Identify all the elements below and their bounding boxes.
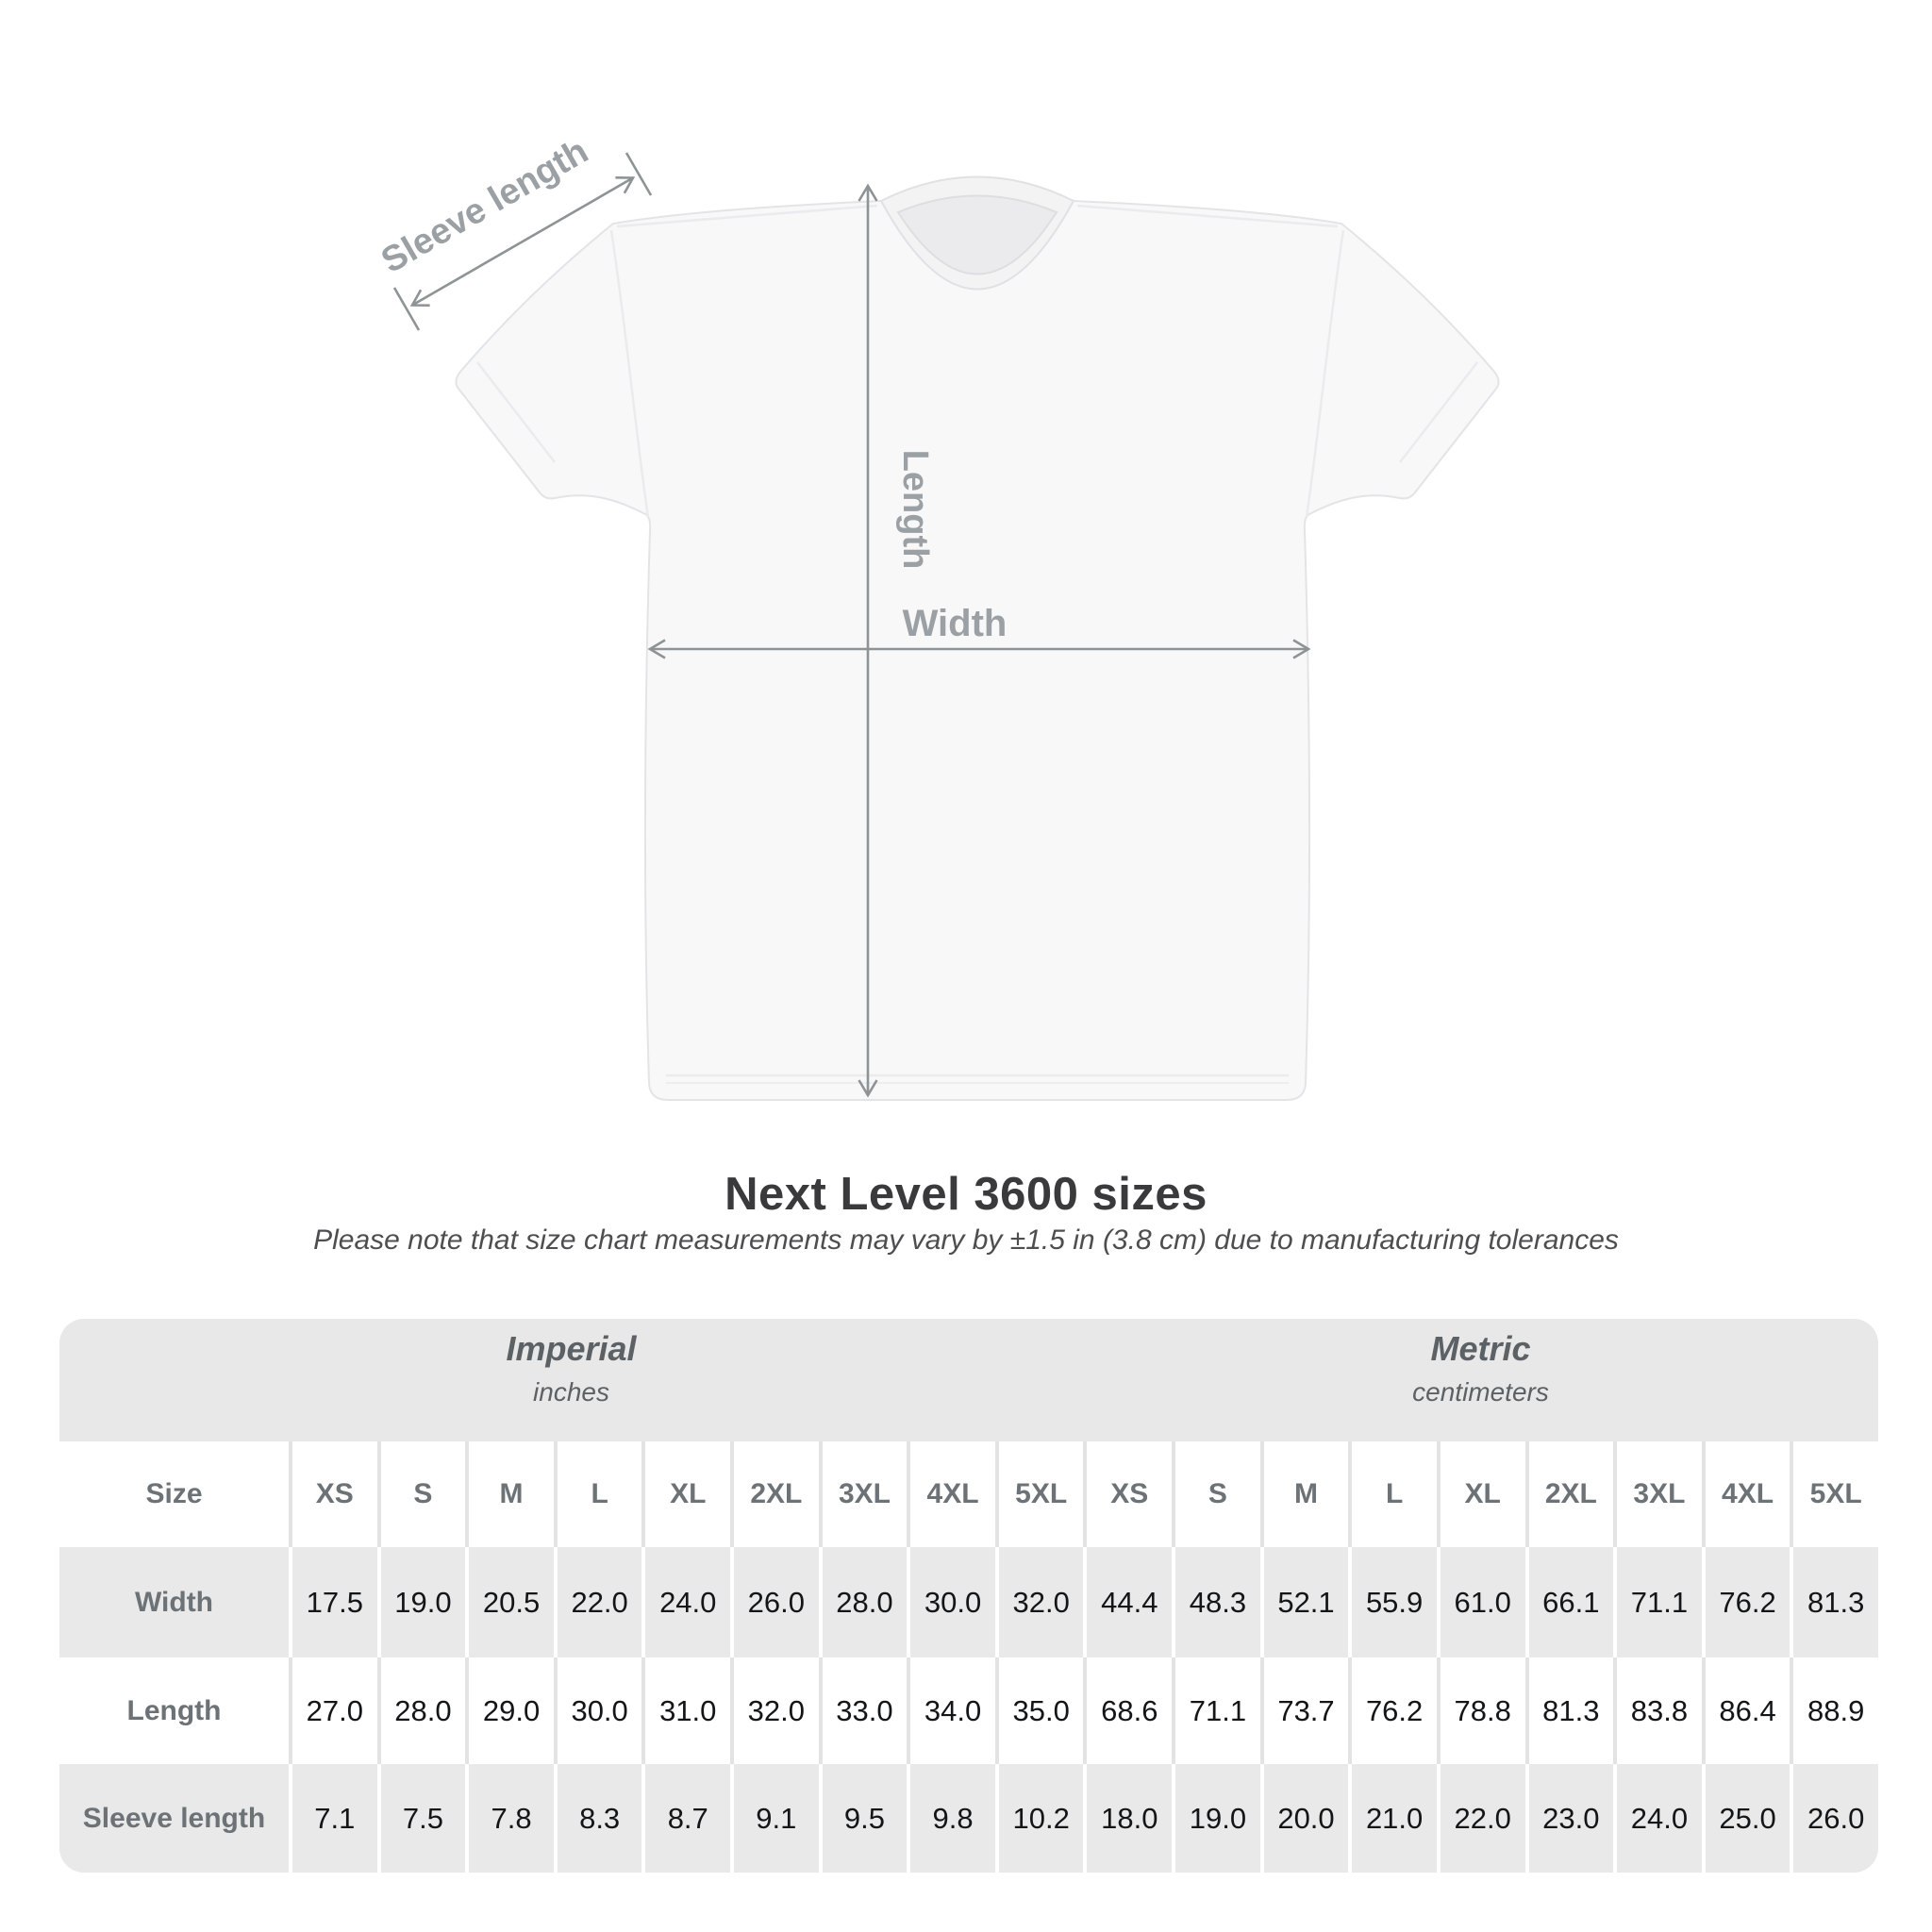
value-cell: 76.2 — [1348, 1657, 1437, 1764]
value-cell: 23.0 — [1525, 1764, 1614, 1873]
value-cell: 20.5 — [465, 1547, 554, 1657]
imperial-unit: inches — [533, 1376, 609, 1407]
value-cell: 35.0 — [995, 1657, 1084, 1764]
size-col-header: M — [465, 1441, 554, 1547]
value-cell: 8.7 — [641, 1764, 730, 1873]
value-cell: 71.1 — [1172, 1657, 1260, 1764]
value-cell: 7.5 — [377, 1764, 466, 1873]
value-cell: 10.2 — [995, 1764, 1084, 1873]
unit-header-band — [59, 1319, 1878, 1441]
size-table-body — [59, 1547, 1878, 1873]
value-cell: 52.1 — [1260, 1547, 1349, 1657]
imperial-header — [59, 1319, 1083, 1441]
value-cell: 48.3 — [1172, 1547, 1260, 1657]
tolerance-note: Please note that size chart measurements may vary by ±1.5 in (3.8 cm) due to manufacturing tolerances — [313, 1224, 1619, 1256]
page-title: Next Level 3600 sizes — [724, 1169, 1208, 1220]
value-cell: 24.0 — [641, 1547, 730, 1657]
size-col-header: XS — [289, 1441, 377, 1547]
metric-header — [1083, 1319, 1878, 1441]
value-cell: 44.4 — [1083, 1547, 1172, 1657]
value-cell: 68.6 — [1083, 1657, 1172, 1764]
value-cell: 88.9 — [1790, 1657, 1878, 1764]
width-label: Width — [902, 603, 1008, 644]
row-label: Length — [59, 1657, 289, 1764]
value-cell: 81.3 — [1525, 1657, 1614, 1764]
imperial-title: Imperial — [506, 1328, 637, 1368]
value-cell: 76.2 — [1702, 1547, 1790, 1657]
value-cell: 33.0 — [819, 1657, 908, 1764]
sleeve-length-label: Sleeve length — [375, 131, 595, 282]
value-cell: 71.1 — [1613, 1547, 1702, 1657]
size-col-header: 2XL — [730, 1441, 819, 1547]
size-col-header: 5XL — [995, 1441, 1084, 1547]
value-cell: 24.0 — [1613, 1764, 1702, 1873]
size-table-wrap — [59, 1441, 1878, 1873]
size-col-header: M — [1260, 1441, 1349, 1547]
size-col-header: 2XL — [1525, 1441, 1614, 1547]
length-label: Length — [895, 449, 935, 570]
row-label: Width — [59, 1547, 289, 1657]
size-col-header: XS — [1083, 1441, 1172, 1547]
size-col-header: S — [1172, 1441, 1260, 1547]
value-cell: 31.0 — [641, 1657, 730, 1764]
value-cell: 30.0 — [907, 1547, 995, 1657]
size-col-header: 4XL — [907, 1441, 995, 1547]
value-cell: 19.0 — [1172, 1764, 1260, 1873]
size-col-header: L — [554, 1441, 642, 1547]
sleeve-length-tick-top — [626, 153, 651, 195]
row-label: Sleeve length — [59, 1764, 289, 1873]
size-col-header: 5XL — [1790, 1441, 1878, 1547]
value-cell: 73.7 — [1260, 1657, 1349, 1764]
size-table-head — [59, 1441, 1878, 1547]
value-cell: 86.4 — [1702, 1657, 1790, 1764]
size-table — [59, 1441, 1878, 1873]
measurement-row — [59, 1547, 1878, 1657]
value-cell: 66.1 — [1525, 1547, 1614, 1657]
value-cell: 26.0 — [1790, 1764, 1878, 1873]
value-cell: 20.0 — [1260, 1764, 1349, 1873]
value-cell: 61.0 — [1437, 1547, 1525, 1657]
value-cell: 19.0 — [377, 1547, 466, 1657]
value-cell: 26.0 — [730, 1547, 819, 1657]
size-col-header: 3XL — [819, 1441, 908, 1547]
metric-unit: centimeters — [1412, 1376, 1549, 1407]
measurement-row — [59, 1764, 1878, 1873]
size-col-header: 4XL — [1702, 1441, 1790, 1547]
value-cell: 83.8 — [1613, 1657, 1702, 1764]
value-cell: 22.0 — [1437, 1764, 1525, 1873]
value-cell: 7.1 — [289, 1764, 377, 1873]
value-cell: 28.0 — [819, 1547, 908, 1657]
size-col-header: 3XL — [1613, 1441, 1702, 1547]
value-cell: 34.0 — [907, 1657, 995, 1764]
value-cell: 30.0 — [554, 1657, 642, 1764]
size-header-label: Size — [59, 1441, 289, 1547]
size-col-header: L — [1348, 1441, 1437, 1547]
value-cell: 8.3 — [554, 1764, 642, 1873]
value-cell: 7.8 — [465, 1764, 554, 1873]
value-cell: 25.0 — [1702, 1764, 1790, 1873]
value-cell: 55.9 — [1348, 1547, 1437, 1657]
value-cell: 32.0 — [995, 1547, 1084, 1657]
value-cell: 28.0 — [377, 1657, 466, 1764]
value-cell: 9.8 — [907, 1764, 995, 1873]
value-cell: 21.0 — [1348, 1764, 1437, 1873]
measurement-row — [59, 1657, 1878, 1764]
size-col-header: S — [377, 1441, 466, 1547]
value-cell: 27.0 — [289, 1657, 377, 1764]
value-cell: 78.8 — [1437, 1657, 1525, 1764]
value-cell: 22.0 — [554, 1547, 642, 1657]
value-cell: 29.0 — [465, 1657, 554, 1764]
size-col-header: XL — [1437, 1441, 1525, 1547]
value-cell: 9.5 — [819, 1764, 908, 1873]
size-col-header: XL — [641, 1441, 730, 1547]
value-cell: 18.0 — [1083, 1764, 1172, 1873]
value-cell: 32.0 — [730, 1657, 819, 1764]
size-header-row — [59, 1441, 1878, 1547]
value-cell: 9.1 — [730, 1764, 819, 1873]
value-cell: 17.5 — [289, 1547, 377, 1657]
metric-title: Metric — [1430, 1328, 1531, 1368]
value-cell: 81.3 — [1790, 1547, 1878, 1657]
sleeve-length-tick-bottom — [394, 288, 419, 330]
